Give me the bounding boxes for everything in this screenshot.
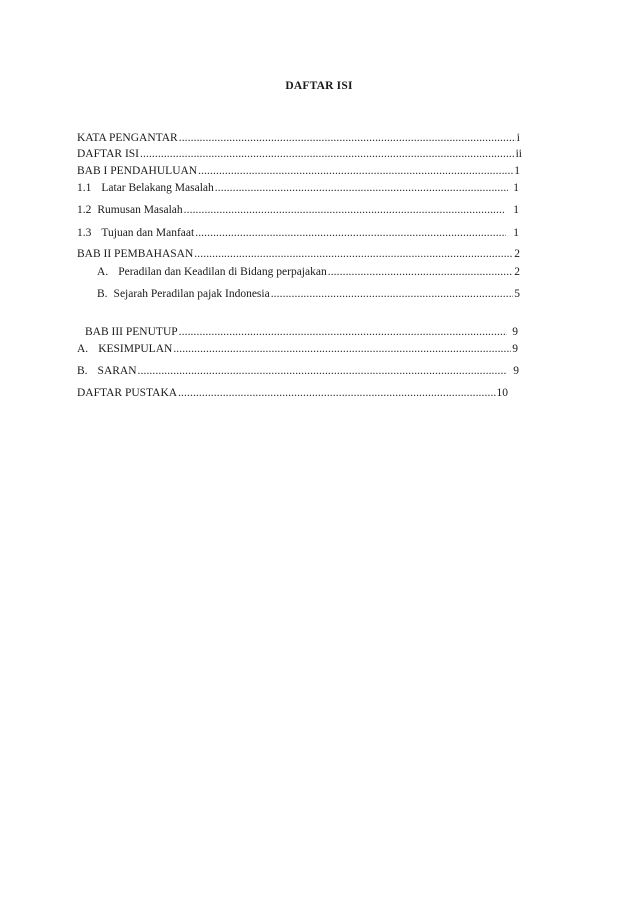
toc-entry-daftar-isi xyxy=(77,147,522,161)
toc-leader-dots xyxy=(173,342,511,356)
toc-entry-label xyxy=(77,364,137,378)
toc-entry-bab-1 xyxy=(77,164,520,178)
toc-page-number: i xyxy=(516,132,520,144)
toc-leader-dots xyxy=(328,265,514,279)
toc-entry-text: KESIMPULAN xyxy=(98,343,173,355)
toc-entry-bab-2-a xyxy=(97,265,520,279)
toc-entry-label xyxy=(97,265,327,279)
toc-entry-label: BAB I PENDAHULUAN xyxy=(77,165,198,177)
toc-entry-bab-3 xyxy=(85,325,518,339)
toc-entry-label xyxy=(77,342,172,356)
toc-entry-label xyxy=(77,203,183,217)
toc-entry-bab-2 xyxy=(77,247,520,261)
toc-entry-number: B. xyxy=(77,365,88,377)
toc-entry-text: Sejarah Peradilan pajak Indonesia xyxy=(113,288,270,300)
toc-entry-number: 1.3 xyxy=(77,227,92,239)
toc-entry-label: BAB III PENUTUP xyxy=(85,326,178,338)
toc-entry-kata-pengantar xyxy=(77,131,520,145)
toc-entry-1-2 xyxy=(77,203,519,217)
toc-entry-number: A. xyxy=(77,343,89,355)
toc-entry-text: Tujuan dan Manfaat xyxy=(101,227,195,239)
toc-entry-daftar-pustaka xyxy=(77,386,508,400)
toc-entry-label: BAB II PEMBAHASAN xyxy=(77,248,194,260)
toc-leader-dots xyxy=(184,203,505,217)
toc-leader-dots xyxy=(178,386,495,400)
toc-entry-label: DAFTAR PUSTAKA xyxy=(77,387,178,399)
toc-entry-text: Rumusan Masalah xyxy=(97,204,183,216)
toc-page-number: 9 xyxy=(512,343,518,355)
toc-page-number: 1 xyxy=(513,227,519,239)
toc-leader-dots xyxy=(138,364,507,378)
toc-leader-dots xyxy=(140,147,515,161)
toc-leader-dots xyxy=(194,247,513,261)
toc-entry-bab-3-a xyxy=(77,342,518,356)
toc-entry-1-1 xyxy=(77,181,519,195)
toc-page-number: ii xyxy=(515,148,522,160)
toc-page-number: 9 xyxy=(512,326,518,338)
toc-entry-label: DAFTAR ISI xyxy=(77,148,140,160)
toc-entry-label: KATA PENGANTAR xyxy=(77,132,178,144)
toc-leader-dots xyxy=(215,181,508,195)
toc-leader-dots xyxy=(179,131,516,145)
toc-entry-number: 1.1 xyxy=(77,182,92,194)
toc-leader-dots xyxy=(195,226,506,240)
page-title: DAFTAR ISI xyxy=(285,80,353,92)
toc-page-number: 9 xyxy=(513,365,519,377)
toc-leader-dots xyxy=(179,325,508,339)
toc-entry-text: SARAN xyxy=(97,365,137,377)
toc-leader-dots xyxy=(271,287,514,301)
toc-entry-1-3 xyxy=(77,226,519,240)
toc-entry-label xyxy=(77,226,194,240)
toc-entry-label xyxy=(97,287,270,301)
toc-entry-bab-3-b xyxy=(77,364,519,378)
toc-page-number: 5 xyxy=(514,288,520,300)
toc-page-number: 1 xyxy=(513,182,519,194)
toc-entry-number: A. xyxy=(97,266,109,278)
toc-entry-bab-2-b xyxy=(97,287,520,301)
toc-page-number: 1 xyxy=(513,204,519,216)
toc-entry-text: Latar Belakang Masalah xyxy=(101,182,214,194)
toc-entry-label xyxy=(77,181,214,195)
toc-entry-number: B. xyxy=(97,288,108,300)
toc-page-number: 2 xyxy=(514,266,520,278)
toc-page-number: 10 xyxy=(496,387,508,399)
toc-leader-dots xyxy=(198,164,513,178)
toc-entry-number: 1.2 xyxy=(77,204,92,216)
toc-page-number: 2 xyxy=(514,248,520,260)
toc-page-number: 1 xyxy=(514,165,520,177)
toc-entry-text: Peradilan dan Keadilan di Bidang perpajakan xyxy=(118,266,327,278)
